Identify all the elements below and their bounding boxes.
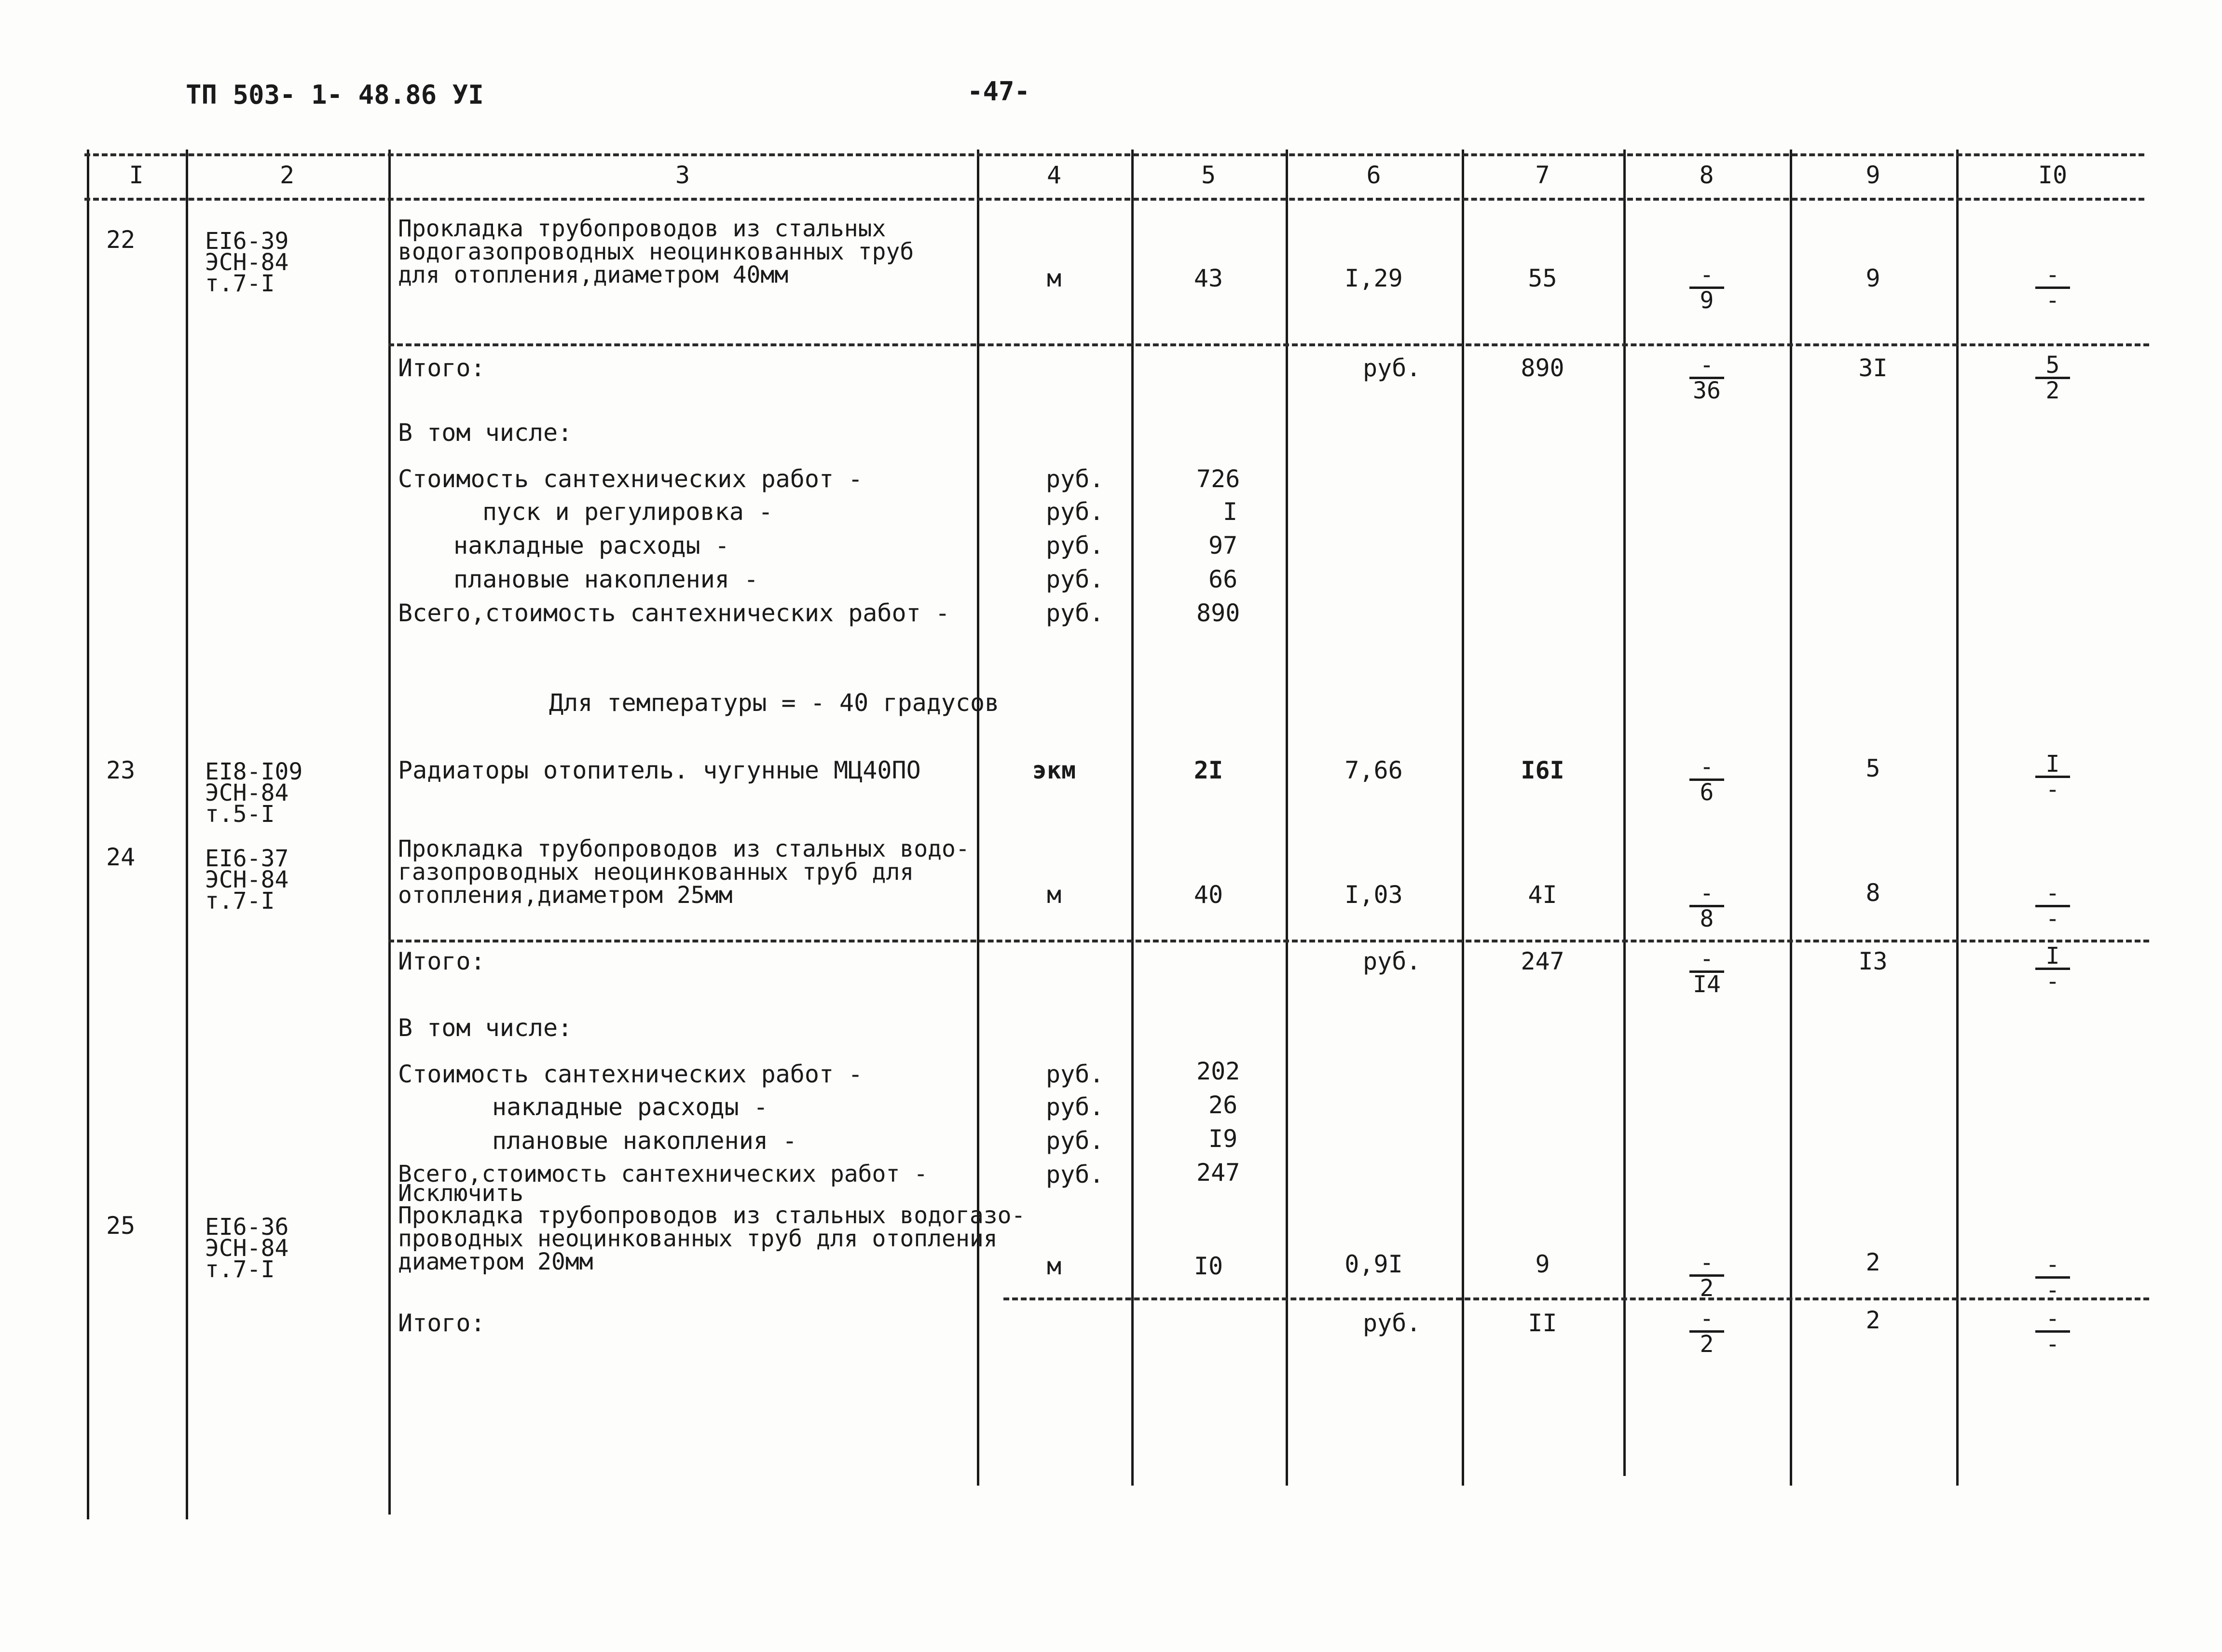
unit-price: I,03	[1344, 881, 1403, 909]
breakdown-value: I	[1223, 498, 1238, 526]
total-unit: руб.	[1363, 947, 1421, 975]
fraction-col10	[2024, 1305, 2082, 1358]
col9-value: I3	[1858, 947, 1888, 975]
column-rule	[1623, 150, 1626, 1476]
column-rule	[1790, 150, 1792, 1486]
fraction-denominator: 36	[1693, 377, 1721, 404]
norm-code: ЭСН-84	[205, 249, 289, 276]
breakdown-unit: руб.	[1046, 565, 1104, 593]
unit-price: I,29	[1344, 264, 1403, 292]
page-number: -47-	[967, 76, 1030, 107]
row-number: 23	[106, 756, 136, 784]
work-description: Радиаторы отопитель. чугунные МЦ40ПО	[398, 756, 921, 784]
norm-code: т.7-I	[205, 270, 275, 297]
norm-code: EI6-36	[205, 1214, 289, 1241]
breakdown-label: накладные расходы -	[492, 1093, 768, 1121]
total-cost: II	[1528, 1309, 1557, 1337]
fraction-col10	[2024, 751, 2082, 803]
work-description: проводных неоцинкованных труб для отопления	[398, 1225, 998, 1252]
column-header: I0	[2038, 161, 2068, 189]
fraction-numerator: -	[1700, 352, 1714, 379]
work-description: водогазопроводных неоцинкованных труб	[398, 238, 914, 265]
fraction-denominator: -	[2045, 905, 2060, 932]
col9-value: 3I	[1858, 354, 1888, 382]
breakdown-value: 726	[1196, 465, 1240, 493]
breakdown-unit: руб.	[1046, 1160, 1104, 1188]
fraction-numerator: I	[2045, 751, 2060, 778]
breakdown-label: Стоимость сантехнических работ -	[398, 1060, 863, 1088]
fraction-numerator: -	[2045, 261, 2060, 288]
column-rule	[186, 150, 188, 1519]
fraction-denominator: -	[2045, 1331, 2060, 1358]
column-header: I	[129, 161, 144, 189]
breakdown-value: 202	[1196, 1057, 1240, 1085]
fraction-numerator: I	[2045, 942, 2060, 969]
work-description: Прокладка трубопроводов из стальных	[398, 215, 886, 242]
temperature-note: Для температуры = - 40 градусов	[549, 689, 1000, 717]
breakdown-value: 890	[1196, 599, 1240, 627]
breakdown-label: плановые накопления -	[453, 565, 759, 593]
norm-code: EI6-39	[205, 228, 289, 255]
quantity: 40	[1193, 881, 1223, 909]
fraction-denominator: -	[2045, 287, 2060, 314]
norm-code: ЭСН-84	[205, 1235, 289, 1262]
total-cost: 247	[1521, 947, 1564, 975]
fraction-col10	[2024, 942, 2082, 995]
unit: экм	[1032, 756, 1076, 784]
fraction-col8	[1678, 945, 1736, 998]
column-rule	[1131, 150, 1134, 1486]
document-code: ТП 503- 1- 48.86 УI	[186, 80, 484, 110]
row-number: 24	[106, 843, 136, 871]
fraction-numerator: -	[1700, 261, 1714, 288]
fraction-col8	[1678, 880, 1736, 932]
total-cost: 55	[1528, 264, 1557, 292]
breakdown-value: 66	[1208, 565, 1238, 593]
column-header: 8	[1699, 161, 1714, 189]
fraction-numerator: -	[2045, 1305, 2060, 1332]
breakdown-label: Стоимость сантехнических работ -	[398, 465, 863, 493]
total-cost: 4I	[1528, 881, 1557, 909]
breakdown-unit: руб.	[1046, 1060, 1104, 1088]
breakdown-label: Всего,стоимость сантехнических работ -	[398, 1160, 928, 1188]
col9-value: 2	[1865, 1306, 1880, 1334]
breakdown-label: Всего,стоимость сантехнических работ -	[398, 599, 950, 627]
col9-value: 5	[1865, 754, 1880, 782]
breakdown-value: 247	[1196, 1159, 1240, 1187]
norm-code: ЭСН-84	[205, 779, 289, 806]
quantity: I0	[1193, 1252, 1223, 1280]
total-label: Итого:	[398, 354, 485, 382]
fraction-denominator: 2	[1700, 1275, 1714, 1302]
column-header: 6	[1366, 161, 1381, 189]
col9-value: 9	[1865, 264, 1880, 292]
breakdown-label: накладные расходы -	[453, 532, 729, 560]
work-description: газопроводных неоцинкованных труб для	[398, 859, 914, 886]
breakdown-unit: руб.	[1046, 532, 1104, 560]
breakdown-heading: В том числе:	[398, 419, 573, 447]
column-rule	[1956, 150, 1959, 1486]
fraction-numerator: -	[1700, 1305, 1714, 1332]
fraction-col10	[2024, 880, 2082, 932]
header-top-rule	[84, 153, 2144, 156]
section-rule	[388, 940, 2149, 942]
breakdown-unit: руб.	[1046, 498, 1104, 526]
breakdown-label: пуск и регулировка -	[482, 498, 773, 526]
norm-code: EI8-I09	[205, 758, 303, 785]
total-cost: 9	[1535, 1250, 1550, 1278]
fraction-denominator: 6	[1700, 779, 1714, 806]
fraction-denominator: 2	[2045, 377, 2060, 404]
work-description: отопления,диаметром 25мм	[398, 882, 733, 909]
fraction-col8	[1678, 261, 1736, 314]
fraction-numerator: -	[1700, 753, 1714, 780]
breakdown-label: плановые накопления -	[492, 1127, 797, 1155]
total-unit: руб.	[1363, 354, 1421, 382]
exclude-note: Исключить	[398, 1180, 524, 1207]
total-unit: руб.	[1363, 1309, 1421, 1337]
breakdown-value: I9	[1208, 1125, 1238, 1153]
breakdown-unit: руб.	[1046, 1093, 1104, 1121]
fraction-denominator: 2	[1700, 1331, 1714, 1358]
fraction-denominator: I4	[1693, 971, 1721, 998]
section-rule	[1003, 1297, 2149, 1300]
column-rule	[977, 150, 979, 1486]
col9-value: 2	[1865, 1248, 1880, 1276]
fraction-denominator: 9	[1700, 287, 1714, 314]
quantity: 2I	[1193, 756, 1223, 784]
fraction-numerator: -	[2045, 1251, 2060, 1278]
norm-code: EI6-37	[205, 845, 289, 872]
section-rule	[388, 343, 2149, 346]
fraction-numerator: -	[1700, 880, 1714, 907]
fraction-numerator: -	[1700, 945, 1714, 972]
work-description: диаметром 20мм	[398, 1248, 593, 1275]
breakdown-value: 97	[1208, 532, 1238, 560]
work-description: Прокладка трубопроводов из стальных водогазо-	[398, 1202, 1026, 1229]
norm-code: т.7-I	[205, 887, 275, 915]
norm-code: т.5-I	[205, 801, 275, 828]
total-cost: I6I	[1521, 756, 1564, 784]
header-bottom-rule	[84, 198, 2144, 201]
total-label: Итого:	[398, 1309, 485, 1337]
total-label: Итого:	[398, 947, 485, 975]
column-header: 5	[1201, 161, 1216, 189]
fraction-denominator: 8	[1700, 905, 1714, 932]
column-header: 2	[279, 161, 295, 189]
unit-price: 0,9I	[1344, 1250, 1403, 1278]
fraction-denominator: -	[2045, 968, 2060, 995]
fraction-numerator: -	[2045, 880, 2060, 907]
fraction-col10	[2024, 261, 2082, 314]
quantity: 43	[1193, 264, 1223, 292]
work-description: Прокладка трубопроводов из стальных водо-	[398, 835, 970, 862]
fraction-col8	[1678, 1305, 1736, 1358]
total-cost: 890	[1521, 354, 1564, 382]
fraction-col10	[2024, 352, 2082, 404]
col9-value: 8	[1865, 879, 1880, 907]
norm-code: т.7-I	[205, 1256, 275, 1283]
column-rule	[388, 150, 391, 1515]
column-header: 4	[1046, 161, 1062, 189]
row-number: 22	[106, 226, 136, 254]
column-header: 7	[1535, 161, 1550, 189]
fraction-denominator: -	[2045, 776, 2060, 803]
column-rule	[1286, 150, 1288, 1486]
fraction-col8	[1678, 352, 1736, 404]
fraction-denominator: -	[2045, 1277, 2060, 1304]
fraction-numerator: 5	[2045, 352, 2060, 379]
column-rule	[87, 150, 89, 1519]
fraction-numerator: -	[1700, 1249, 1714, 1276]
norm-code: ЭСН-84	[205, 866, 289, 893]
unit: м	[1046, 881, 1062, 909]
breakdown-unit: руб.	[1046, 465, 1104, 493]
fraction-col8	[1678, 1249, 1736, 1302]
column-rule	[1462, 150, 1464, 1486]
column-header: 3	[675, 161, 690, 189]
breakdown-unit: руб.	[1046, 599, 1104, 627]
unit: м	[1046, 1252, 1062, 1280]
fraction-col10	[2024, 1251, 2082, 1304]
fraction-col8	[1678, 753, 1736, 806]
breakdown-unit: руб.	[1046, 1127, 1104, 1155]
breakdown-value: 26	[1208, 1091, 1238, 1119]
unit-price: 7,66	[1344, 756, 1403, 784]
unit: м	[1046, 264, 1062, 292]
work-description: для отопления,диаметром 40мм	[398, 261, 789, 288]
column-header: 9	[1865, 161, 1880, 189]
breakdown-heading: В том числе:	[398, 1014, 573, 1042]
row-number: 25	[106, 1212, 136, 1240]
